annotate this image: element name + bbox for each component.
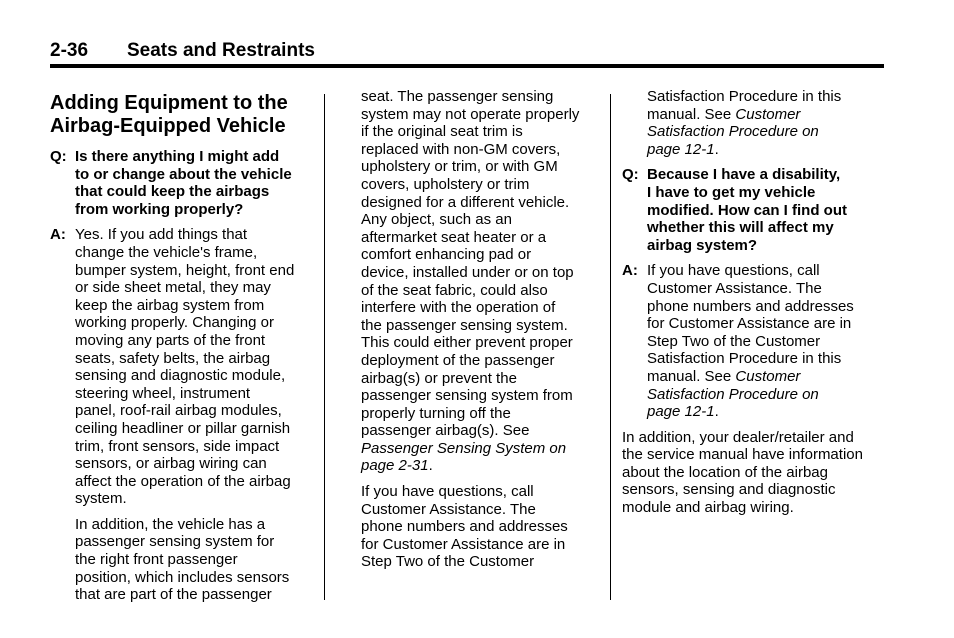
cross-reference-link[interactable]: Customer — [735, 367, 801, 385]
column-3 — [622, 88, 884, 517]
column-divider — [610, 94, 611, 600]
answer-label: A: — [50, 226, 66, 244]
paragraph-passenger-sensing: In addition, the vehicle has a passenger sensing system for the right front passenger position, which includes sensors that are part of the passenger — [75, 515, 290, 604]
paragraph-dealer-info: In addition, your dealer/retailer and the service manual have information about the location of the airbag sensors, sensing and diagnostic module and airbag wiring. — [622, 428, 863, 517]
page-header — [50, 38, 884, 68]
cross-reference-link[interactable]: page 12-1 — [647, 140, 715, 158]
paragraph-seat-trim: seat. The passenger sensing system may not operate properly if the original seat trim is replaced with non-GM covers, upholstery or trim, or with GM covers, upholstery or trim designed for a different vehicle. Any object, such as an aftermarket seat heater or a comfort enhancing pad or device, installed under or on top of the seat fabric, could also interfere with the operation of the passenger sensing system. This could either prevent proper deployment of the passenger airbag(s) or prevent the passenger sensing system from properly turning off the passenger airbag(s). See Passenger Sensing System on page 2-31. — [361, 88, 580, 475]
paragraph-continued: Satisfaction Procedure in this manual. See Customer Satisfaction Procedure on page 12-1. — [647, 88, 842, 158]
question-text: Is there anything I might add to or change about the vehicle that could keep the airbags from working properly? — [75, 148, 292, 218]
answer-1 — [50, 226, 312, 508]
cross-reference-link[interactable]: Satisfaction Procedure on — [647, 123, 819, 141]
question-label: Q: — [622, 166, 639, 184]
column-2 — [361, 88, 601, 571]
cross-reference-link[interactable]: page 12-1 — [647, 403, 715, 421]
column-divider — [324, 94, 325, 600]
cross-reference-link[interactable]: Passenger Sensing System on — [361, 439, 567, 457]
page-number: 2-36 — [50, 40, 89, 61]
answer-label: A: — [622, 262, 638, 280]
paragraph-customer-assistance: If you have questions, call Customer Assistance. The phone numbers and addresses for Customer Assistance are in Step Two of the Customer — [361, 483, 568, 571]
section-title: Seats and Restraints — [127, 40, 315, 61]
cross-reference-link[interactable]: Satisfaction Procedure on — [647, 385, 819, 403]
question-label: Q: — [50, 148, 67, 165]
answer-text: If you have questions, call Customer Assistance. The phone numbers and addresses for Customer Assistance are in Step Two of the Customer Satisfaction Procedure in this manual. See Customer Satisfaction Procedure on page 12-1. — [647, 262, 854, 421]
article-title: Adding Equipment to the Airbag-Equipped Vehicle — [50, 92, 288, 137]
answer-2 — [622, 262, 884, 420]
question-2 — [622, 166, 884, 254]
question-text: Because I have a disability, I have to get my vehicle modified. How can I find out whether this will affect my airbag system? — [647, 166, 847, 254]
question-1 — [50, 148, 312, 218]
cross-reference-link[interactable]: Customer — [735, 105, 801, 123]
cross-reference-link[interactable]: page 2-31 — [361, 457, 429, 475]
column-1 — [50, 88, 312, 604]
answer-text: Yes. If you add things that change the vehicle's frame, bumper system, height, front end or side sheet metal, they may keep the airbag system from working properly. Changing or moving any parts of the front seats, safety belts, the airbag sensing and diagnostic module, steering wheel, instrument panel, roof-rail airbag modules, ceiling headliner or pillar garnish trim, front sensors, side impact sensors, or airbag wiring can affect the operation of the airbag system. — [75, 226, 295, 508]
